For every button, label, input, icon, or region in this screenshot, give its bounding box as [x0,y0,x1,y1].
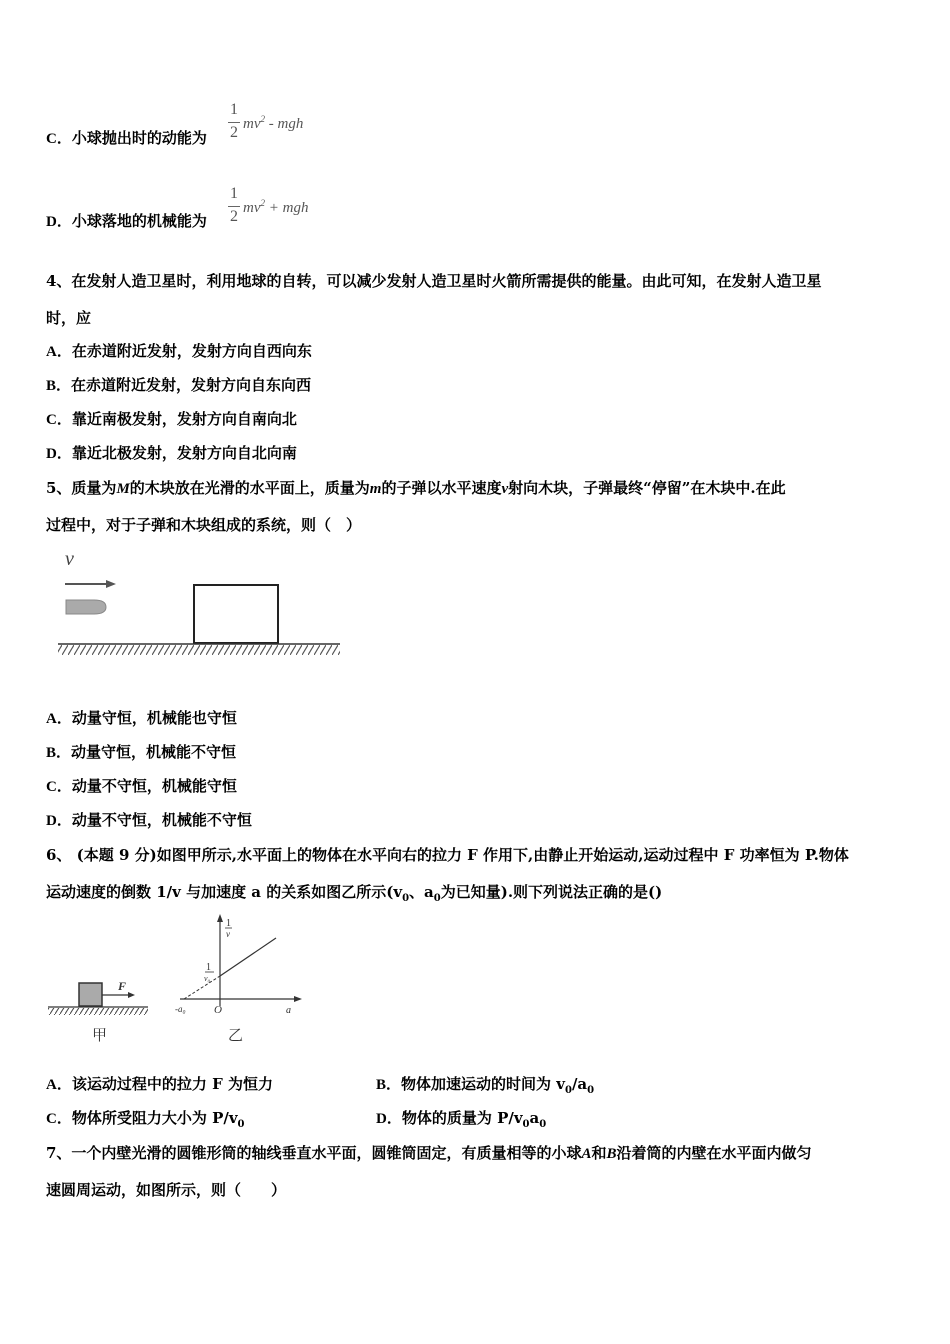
option-text: 物体加速运动的时间为 v [401,1075,565,1093]
q5-stem-part: 射向木块，子弹最终“停留”在木块中.在此 [508,479,786,497]
option-letter: D． [376,1111,402,1127]
q5-stem-part: 的子弹以水平速度 [381,479,502,497]
graph-line [220,938,276,976]
fraction-denominator: 2 [230,124,238,141]
ground-hatching [58,645,340,655]
option-text: 靠近南极发射，发射方向自南向北 [71,410,297,428]
fraction-denominator: 2 [230,208,238,225]
q4-option-a [46,341,312,362]
option-text-part: /a [571,1075,588,1093]
option-letter: A． [46,711,72,727]
option-letter: B． [376,1077,402,1093]
figure-label-jia: 甲 [92,1028,108,1044]
option-text: 动量不守恒，机械能不守恒 [71,811,252,829]
y-label-den: v [226,929,230,939]
ground-hatching [48,1008,148,1015]
var-m: m [369,481,382,497]
q6-figure-yi-graph [170,910,310,1050]
kinetic-energy-expression [243,114,303,133]
fraction-numerator: 1 [230,101,238,118]
figure-label-yi: 乙 [228,1028,244,1044]
option-letter: A． [46,344,72,360]
subscript: 0 [539,1119,547,1130]
velocity-arrow-head [106,580,116,588]
q5-stem-part: 的木块放在光滑的水平面上，质量为 [129,479,370,497]
y-label-num: 1 [226,918,231,929]
option-letter: D． [46,214,72,230]
expr-mgh: - mgh [265,116,304,132]
subscript: 0 [522,1119,530,1130]
q5-option-d [46,810,252,831]
object-block [79,983,102,1006]
q5-stem-line1 [46,478,786,499]
expr-exponent: 2 [260,114,265,124]
q7-stem-part: 沿着筒的内壁在水平面内做匀 [616,1144,812,1162]
a-axis-label: a [286,1005,291,1016]
option-text: 在赤道附近发射，发射方向自东向西 [71,376,312,394]
mechanical-energy-expression [243,198,308,217]
var-A: A [581,1146,592,1162]
force-arrow-head [128,992,135,998]
option-letter: D． [46,813,72,829]
option-text: 物体所受阻力大小为 P/v [71,1109,238,1127]
q7-stem-line2: 速圆周运动，如图所示，则（ ） [46,1181,287,1199]
q6-stem-part: 运动速度的倒数 1/v 与加速度 a 的关系如图乙所示(v [46,883,403,901]
x-axis-arrow [294,996,302,1002]
option-text: 动量守恒，机械能不守恒 [71,743,237,761]
q6-option-b [376,1074,594,1101]
origin-label: O [214,1004,222,1016]
var-v: v [501,481,509,497]
q6-option-a [46,1074,273,1095]
q7-stem-line1 [46,1143,812,1164]
intercept-label-den: v₀ [204,974,211,983]
q6-option-d [376,1108,546,1135]
q5-option-c [46,776,237,797]
q4-option-c [46,409,297,430]
var-M: M [116,481,130,497]
option-text: 动量守恒，机械能也守恒 [71,709,237,727]
option-letter: C． [46,131,72,147]
expr-mv: mv [243,200,261,216]
q5-stem-part: 5、质量为 [46,479,117,497]
q5-option-a [46,708,237,729]
option-text: 该运动过程中的拉力 F 为恒力 [71,1075,273,1093]
q5-figure-bullet-block [50,545,350,665]
q4-option-d [46,443,297,464]
option-letter: B． [46,378,72,394]
option-letter: D． [46,446,72,462]
q5-option-b [46,742,236,763]
q6-stem-part: 为已知量).则下列说法正确的是() [440,883,663,901]
subscript: 0 [564,1085,572,1096]
q5-stem-line2: 过程中，对于子弹和木块组成的系统，则（ ） [46,516,362,534]
q4-option-b [46,375,311,396]
subscript: 0 [237,1119,245,1130]
fraction-bar [228,206,240,207]
option-text: 靠近北极发射，发射方向自北向南 [71,444,297,462]
y-axis-arrow [217,914,223,922]
option-letter: C． [46,1111,72,1127]
subscript: 0 [433,893,441,904]
option-letter: A． [46,1077,72,1093]
option-text: 在赤道附近发射，发射方向自西向东 [71,342,312,360]
fraction-numerator: 1 [230,185,238,202]
option-text: 小球抛出时的动能为 [71,129,207,147]
q4-stem-line2: 时，应 [46,309,92,327]
intercept-label-num: 1 [206,962,211,973]
q3-option-d [46,211,207,232]
option-letter: C． [46,779,72,795]
bullet-shape [66,600,106,614]
neg-a0-label: -a₀ [175,1004,186,1014]
q7-stem-part: 7、一个内壁光滑的圆锥形筒的轴线垂直水平面，圆锥筒固定，有质量相等的小球 [46,1144,582,1162]
q6-option-c [46,1108,245,1135]
q6-stem-line2 [46,882,662,909]
option-text: 动量不守恒，机械能守恒 [71,777,237,795]
q6-stem-line1: 6、 (本题 9 分)如图甲所示,水平面上的物体在水平向右的拉力 F 作用下,由静止开始运动,运动过程中 F 功率恒为 P.物体 [46,846,849,864]
q4-stem-line1: 4、在发射人造卫星时，利用地球的自转，可以减少发射人造卫星时火箭所需提供的能量。由此可知，在发射人造卫星 [46,272,822,290]
q7-stem-part: 和 [591,1144,607,1162]
option-text-part: a [529,1109,540,1127]
var-B: B [606,1146,617,1162]
subscript: 0 [587,1085,595,1096]
subscript: 0 [402,893,410,904]
expr-mgh: + mgh [265,200,309,216]
fraction-bar [228,122,240,123]
q3-option-c [46,128,207,149]
option-letter: B． [46,745,72,761]
q6-stem-part: 、a [409,883,434,901]
expr-exponent: 2 [260,198,265,208]
velocity-label: v [65,548,74,570]
expr-mv: mv [243,116,261,132]
wooden-block [194,585,278,643]
force-label: F [118,979,127,993]
option-text: 物体的质量为 P/v [401,1109,523,1127]
option-letter: C． [46,412,72,428]
option-text: 小球落地的机械能为 [71,212,207,230]
graph-extrapolation-dashed [184,976,220,999]
